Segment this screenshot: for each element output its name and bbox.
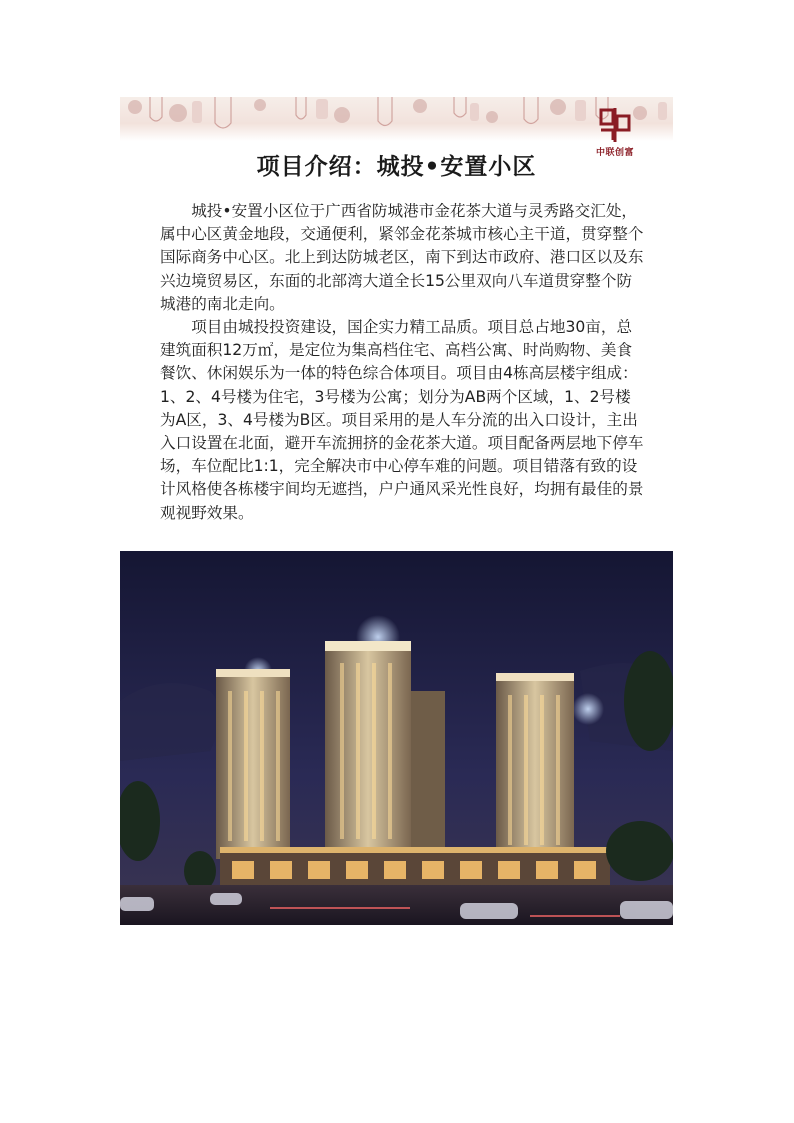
- logo-text: 中联创富: [595, 148, 634, 158]
- night-skyline-illustration: [120, 551, 673, 925]
- paragraph-location: 城投•安置小区位于广西省防城港市金花茶大道与灵秀路交汇处，属中心区黄金地段，交通便利，紧邻金花茶城市核心主干道，贯穿整个国际商务中心区。北上到达防城老区，南下到达市政府、港口区以及东兴边境贸易区，东面的北部湾大道全长15公里双向八车道贯穿整个防城港的南北走向。: [160, 202, 644, 313]
- project-night-rendering: [120, 551, 673, 925]
- project-description: [160, 200, 645, 525]
- logo-mark-icon: [599, 108, 631, 142]
- paragraph-overview: 项目由城投投资建设，国企实力精工品质。项目总占地30亩，总建筑面积12万㎡，是定位为集高档住宅、高档公寓、时尚购物、美食餐饮、休闲娱乐为一体的特色综合体项目。项目由4栋高层楼宇组成：1、2、4号楼为住宅，3号楼为公寓；划分为AB两个区域，1、2号楼为A区，3、4号楼为B区。项目采用的是人车分流的出入口设计，主出入口设置在北面，避开车流拥挤的金花茶大道。项目配备两层地下停车场，车位配比1:1，完全解决市中心停车难的问题。项目错落有致的设计风格使各栋楼宇间均无遮挡，户户通风采光性良好，均拥有最佳的景观视野效果。: [160, 318, 644, 522]
- page-title: 项目介绍：城投•安置小区: [256, 154, 537, 180]
